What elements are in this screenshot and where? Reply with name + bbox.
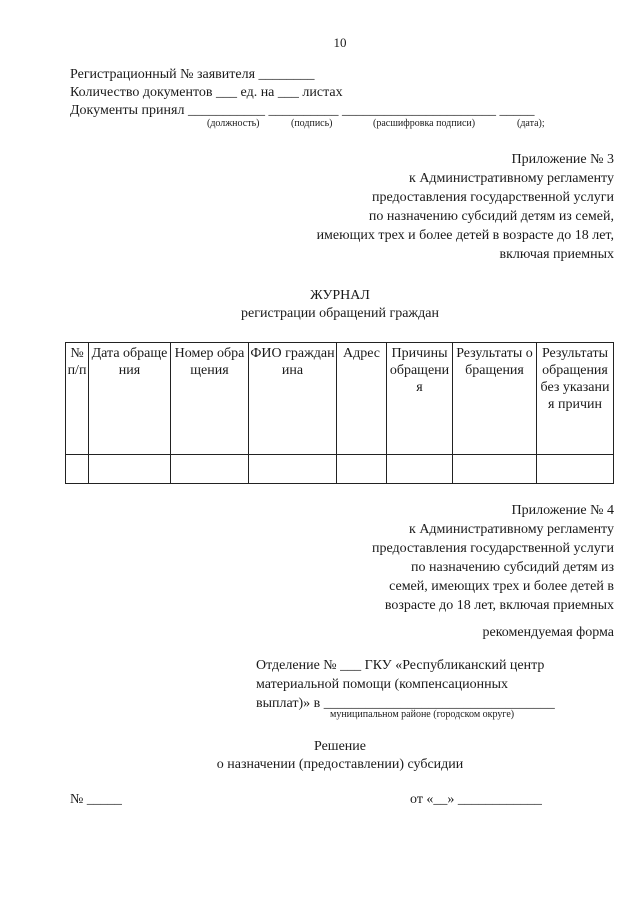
appendix-3-header [317,150,614,264]
appendix-4-header [372,501,614,615]
recommended-form-label: рекомендуемая форма [482,625,614,640]
table-cell [537,455,614,484]
decision-number-field: № _____ [70,792,122,807]
appendix-3-line: предоставления государственной услуги [372,190,614,205]
registration-number-line: Регистрационный № заявителя ________ [70,67,315,82]
table-cell [171,455,249,484]
table-cell [249,455,337,484]
appendix-3-line: имеющих трех и более детей в возрасте до 18 лет, [316,228,614,243]
appendix-3-line: по назначению субсидий детям из семей, [368,209,614,224]
appendix-4-line: предоставления государственной услуги [372,541,614,556]
appendix-3-line: Приложение № 3 [511,152,614,167]
column-header-full-name: ФИО гражданина [249,343,337,455]
column-header-reasons: Причины обращения [387,343,453,455]
department-block [256,656,616,713]
decision-subtitle: о назначении (предоставлении) субсидии [216,757,464,772]
appendix-4-line: по назначению субсидий детям из [411,560,614,575]
page-number: 10 [333,35,347,50]
department-line: Отделение № ___ ГКУ «Республиканский центр [256,658,545,673]
appendix-4-line: к Административному регламенту [409,522,614,537]
appendix-4-line: семей, имеющих трех и более детей в [389,579,614,594]
caption-signature: (подпись) [291,118,333,129]
table-cell [89,455,171,484]
department-line: материальной помощи (компенсационных [256,677,509,692]
table-cell [337,455,387,484]
column-header-number: № п/п [66,343,89,455]
journal-title: ЖУРНАЛ [310,288,370,303]
department-line: выплат)» в _________________________________ [256,696,555,711]
table-row [66,455,614,484]
municipality-caption: муниципальном районе (городском округе) [330,709,515,720]
column-header-results: Результаты обращения [453,343,537,455]
decision-title: Решение [313,739,366,754]
journal-subtitle: регистрации обращений граждан [241,306,439,321]
appendix-4-line: возрасте до 18 лет, включая приемных [384,598,614,613]
appendix-3-line: к Административному регламенту [409,171,614,186]
documents-received-line: Документы принял ___________ __________ ______________________ _____ [70,103,535,118]
document-count-line: Количество документов ___ ед. на ___ листах [70,85,343,100]
appendix-4-line: Приложение № 4 [511,503,614,518]
table-cell [66,455,89,484]
column-header-address: Адрес [337,343,387,455]
table-cell [387,455,453,484]
caption-signature-decode: (расшифровка подписи) [373,118,476,129]
column-header-date: Дата обращения [89,343,171,455]
decision-date-field: от «__» ____________ [410,792,542,807]
column-header-results-no-reason: Результаты обращения без указания причин [537,343,614,455]
appendix-3-line: включая приемных [499,247,614,262]
table-cell [453,455,537,484]
caption-position: (должность) [207,118,260,129]
caption-date: (дата); [517,118,545,129]
column-header-appeal-number: Номер обращения [171,343,249,455]
journal-table [65,342,614,484]
journal-header-row [66,343,614,455]
